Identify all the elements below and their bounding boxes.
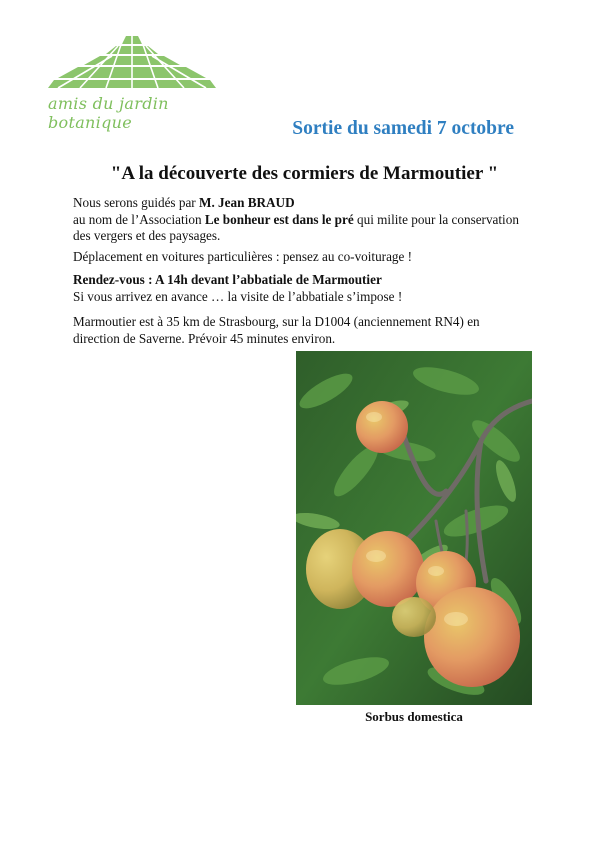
logo-text: amis du jardin botanique <box>48 94 169 132</box>
intro-paragraph <box>73 195 528 245</box>
guide-name: M. Jean BRAUD <box>199 195 295 210</box>
meeting-title: Rendez-vous : A 14h devant l’abbatiale de Marmoutier <box>73 272 382 287</box>
association-name: Le bonheur est dans le pré <box>204 211 354 227</box>
guided-prefix: Nous serons guidés par <box>73 195 199 210</box>
event-date-title: Sortie du samedi 7 octobre <box>292 118 514 139</box>
greenhouse-icon <box>46 32 218 94</box>
directions-paragraph: Marmoutier est à 35 km de Strasbourg, sur la D1004 (anciennement RN4) en direction de Saverne. Prévoir 45 minutes environ. <box>73 314 480 346</box>
association-logo <box>46 32 218 132</box>
meeting-paragraph <box>73 272 528 305</box>
photo-caption: Sorbus domestica <box>365 709 463 724</box>
assoc-suffix: qui milite pour la conservation des vergers et des paysages. <box>73 211 519 243</box>
assoc-prefix: au nom de l’Association <box>73 211 205 227</box>
event-title: "A la découverte des cormiers de Marmoutier " <box>110 163 499 184</box>
transport-paragraph: Déplacement en voitures particulières : pensez au co-voiturage ! <box>73 249 413 264</box>
fruit-illustration <box>296 351 532 705</box>
meeting-note: Si vous arrivez en avance … la visite de l’abbatiale s’impose ! <box>73 288 403 304</box>
sorbus-photo <box>296 351 532 705</box>
